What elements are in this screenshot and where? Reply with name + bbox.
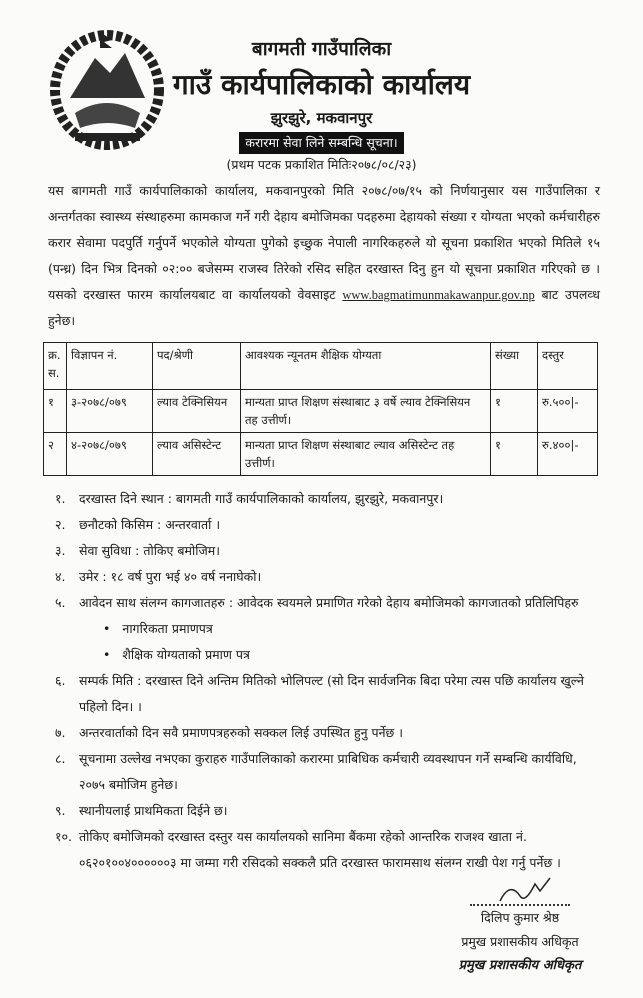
col-header-sn: क्र. स. [44,343,67,390]
bullet-item: • शैक्षिक योग्यताको प्रमाण पत्र [55,642,600,668]
item-number: १०. [55,829,72,844]
item-text: सूचनामा उल्लेख नभएका कुराहरु गाउँपालिकाको करारमा प्राबिधिक कर्मचारी व्यवस्थापन गर्ने सम्बन्धि कार्यविधि, २०७५ बमोजिम हुनेछ। [79,751,577,792]
list-item [55,590,600,616]
item-number: २. [55,517,66,532]
item-text: स्थानीयलाई प्राथमिकता दिईने छ। [79,803,228,818]
cell-count: १ [491,390,538,433]
item-number: ४. [55,569,66,584]
signature-scribble [470,890,570,906]
item-text: अन्तरवार्ताको दिन सवै प्रमाणपत्रहरुको सक्कल लिई उपस्थित हुनु पर्नेछ । [79,725,404,740]
cell-fee: रु.५००|- [538,390,598,433]
table-header-row [44,343,598,390]
cell-post: ल्याव असिस्टेन्ट [153,433,241,476]
table-row [44,433,598,476]
signatory-designation: प्रमुख प्रशासकीय अधिकृत [461,934,579,949]
item-text: सम्पर्क मिति : दरखास्त दिने अन्तिम मितिको भोलिपल्ट (सो दिन सार्वजनिक बिदा परेमा त्यस पछि कार्यालय खुल्ने पहिलो दिन। । [79,673,584,714]
cell-post: ल्याव टेक्निसियन [153,390,241,433]
list-item [55,746,600,798]
cell-sn: २ [44,433,67,476]
website-link[interactable]: www.bagmatimunmakawanpur.gov.np [342,288,535,302]
item-text: आवेदन साथ संलग्न कागजातहरु : आवेदक स्वयमले प्रमाणित गरेको देहाय बमोजिमको कागजातको प्रतिलिपिहरु [79,595,579,610]
signatory-name: दिलिप कुमार श्रेष्ठ [480,910,560,925]
list-item [55,720,600,746]
cell-qualification: मान्यता प्राप्त शिक्षण संस्थाबाट ३ वर्षे ल्याव टेक्निसियन तह उत्तीर्ण। [241,390,491,433]
list-item [55,512,600,538]
cell-qualification: मान्यता प्राप्त शिक्षण संस्थाबाट ल्याव असिस्टेन्ट तह उत्तीर्ण। [241,433,491,476]
list-item [55,824,600,876]
item-number: १. [55,491,66,506]
conditions-list [55,486,600,876]
cell-sn: १ [44,390,67,433]
publish-date: (प्रथम पटक प्रकाशित मितिः२०७८/०८/२३) [226,157,417,172]
item-number: ८. [55,751,66,766]
cell-ad-no: ४-२०७८/०७९ [67,433,153,476]
cell-ad-no: ३-२०७८/०७९ [67,390,153,433]
list-item [55,668,600,720]
item-number: ५. [55,595,66,610]
col-header-post: पद/श्रेणी [153,343,241,390]
nepal-emblem-logo [50,28,165,153]
col-header-ad-no: विज्ञापन नं. [67,343,153,390]
paragraph-end: बाट उपलव्ध हुनेछ। [48,287,600,328]
bullet-item: • नागरिकता प्रमाणपत्र [55,616,600,642]
designation-stamp: प्रमुख प्रशासकीय अधिकृत [458,958,582,973]
notice-paragraph [48,178,600,334]
municipality-name: बागमती गाउँपालिका [251,38,392,60]
col-header-count: संख्या [491,343,538,390]
col-header-fee: दस्तुर [538,343,598,390]
signature-block [430,890,610,978]
handwritten-signature-icon [495,876,555,906]
item-number: ३. [55,543,66,558]
item-text: उमेर : १८ वर्ष पुरा भई ४० वर्ष ननाघेको। [79,569,262,584]
office-title: गाउँ कार्यपालिकाको कार्यालय [172,68,471,101]
col-header-qualification: आवश्यक न्यूनतम शैक्षिक योग्यता [241,343,491,390]
notice-title: करारमा सेवा लिने सम्बन्धि सूचना। [239,132,403,154]
list-item [55,486,600,512]
list-item [55,798,600,824]
list-item [55,564,600,590]
paragraph-text: यस बागमती गाउँ कार्यपालिकाको कार्यालय, मकवानपुरको मिति २०७८/०७/१५ को निर्णयानुसार यस गाउँपालिका र अन्तर्गतका स्वास्थ्य संस्थाहरुमा कामकाज गर्ने गरी देहाय बमोजिमका पदहरुमा देहायको संख्या र योग्यता भएको कर्मचारीहरु करार सेवामा पदपुर्ति गर्नुपर्ने भएकोले योग्यता पुगेको इच्छुक नेपाली नागरिकहरुले यो सूचना प्रकाशित भएको मितिले १५ (पन्ध्र) दिन भित्र दिनको ०२:०० बजेसम्म राजस्व तिरेको रसिद सहित दरखास्त दिनु हुन यो सूचना प्रकाशित गरिएको छ । यसको दरखास्त फारम कार्यालयबाट वा कार्यालयको वेवसाइट [48,183,600,302]
item-text: तोकिए बमोजिमको दरखास्त दस्तुर यस कार्यालयको सानिमा बैंकमा रहेको आन्तरिक राजश्व खाता नं. ०६२०१००४००००००३ मा जम्मा गरी रसिदको सक्कलै प्रति दरखास्त फारामसाथ संलग्न राखी पेश गर्नु पर्नेछ । [79,829,561,870]
item-text: दरखास्त दिने स्थान : बागमती गाउँ कार्यपालिकाको कार्यालय, झुरझुरे, मकवानपुर। [79,491,444,506]
item-number: ९. [55,803,66,818]
item-text: छनौटको किसिम : अन्तरवार्ता । [79,517,221,532]
office-address: झुरझुरे, मकवानपुर [270,109,373,127]
cell-count: १ [491,433,538,476]
table-row [44,390,598,433]
item-number: ७. [55,725,66,740]
list-item [55,538,600,564]
item-text: सेवा सुविधा : तोकिए बमोजिम। [79,543,220,558]
item-number: ६. [55,673,66,688]
vacancy-table [43,342,598,476]
cell-fee: रु.४००|- [538,433,598,476]
